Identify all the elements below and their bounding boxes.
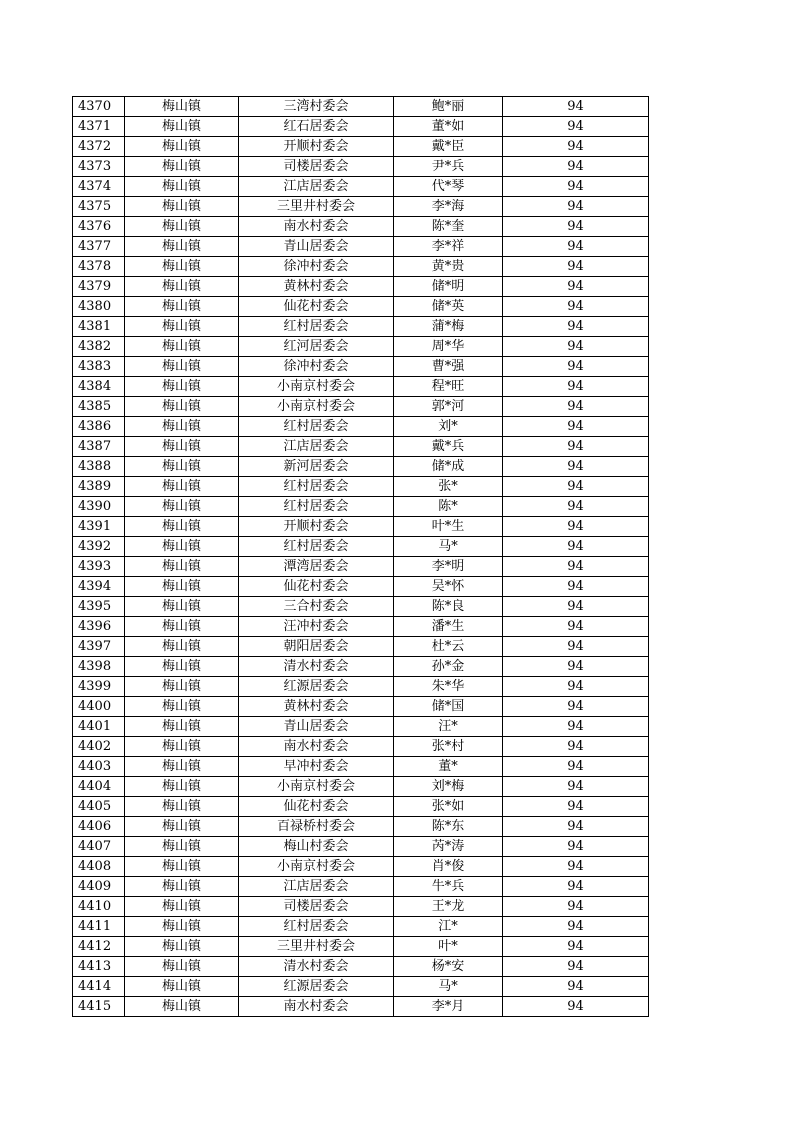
name-cell: 潘*生	[394, 617, 503, 637]
committee-cell: 红源居委会	[239, 977, 394, 997]
name-cell: 江*	[394, 917, 503, 937]
committee-cell: 江店居委会	[239, 437, 394, 457]
town-cell: 梅山镇	[125, 677, 239, 697]
value-cell: 94	[503, 397, 649, 417]
town-cell: 梅山镇	[125, 917, 239, 937]
table-row	[73, 917, 649, 937]
name-cell: 叶*生	[394, 517, 503, 537]
town-cell: 梅山镇	[125, 797, 239, 817]
value-cell: 94	[503, 557, 649, 577]
row-number-cell: 4404	[73, 777, 125, 797]
value-cell: 94	[503, 97, 649, 117]
value-cell: 94	[503, 417, 649, 437]
table-row	[73, 477, 649, 497]
committee-cell: 三湾村委会	[239, 97, 394, 117]
committee-cell: 梅山村委会	[239, 837, 394, 857]
town-cell: 梅山镇	[125, 217, 239, 237]
town-cell: 梅山镇	[125, 757, 239, 777]
value-cell: 94	[503, 597, 649, 617]
committee-cell: 南水村委会	[239, 737, 394, 757]
town-cell: 梅山镇	[125, 557, 239, 577]
table-row	[73, 897, 649, 917]
name-cell: 周*华	[394, 337, 503, 357]
name-cell: 汪*	[394, 717, 503, 737]
table-row	[73, 417, 649, 437]
town-cell: 梅山镇	[125, 497, 239, 517]
value-cell: 94	[503, 197, 649, 217]
row-number-cell: 4379	[73, 277, 125, 297]
name-cell: 储*英	[394, 297, 503, 317]
table-row	[73, 997, 649, 1017]
row-number-cell: 4390	[73, 497, 125, 517]
table-row	[73, 257, 649, 277]
committee-cell: 徐冲村委会	[239, 257, 394, 277]
committee-cell: 早冲村委会	[239, 757, 394, 777]
town-cell: 梅山镇	[125, 877, 239, 897]
row-number-cell: 4381	[73, 317, 125, 337]
table-row	[73, 377, 649, 397]
name-cell: 张*村	[394, 737, 503, 757]
name-cell: 李*海	[394, 197, 503, 217]
value-cell: 94	[503, 457, 649, 477]
committee-cell: 红石居委会	[239, 117, 394, 137]
row-number-cell: 4413	[73, 957, 125, 977]
row-number-cell: 4392	[73, 537, 125, 557]
table-row	[73, 797, 649, 817]
table-row	[73, 457, 649, 477]
committee-cell: 江店居委会	[239, 177, 394, 197]
row-number-cell: 4412	[73, 937, 125, 957]
value-cell: 94	[503, 797, 649, 817]
committee-cell: 青山居委会	[239, 717, 394, 737]
committee-cell: 江店居委会	[239, 877, 394, 897]
town-cell: 梅山镇	[125, 517, 239, 537]
table-row	[73, 517, 649, 537]
name-cell: 陈*良	[394, 597, 503, 617]
row-number-cell: 4397	[73, 637, 125, 657]
value-cell: 94	[503, 717, 649, 737]
town-cell: 梅山镇	[125, 977, 239, 997]
table-row	[73, 437, 649, 457]
table-row	[73, 357, 649, 377]
value-cell: 94	[503, 437, 649, 457]
table-row	[73, 177, 649, 197]
value-cell: 94	[503, 977, 649, 997]
row-number-cell: 4373	[73, 157, 125, 177]
value-cell: 94	[503, 277, 649, 297]
town-cell: 梅山镇	[125, 657, 239, 677]
value-cell: 94	[503, 537, 649, 557]
value-cell: 94	[503, 997, 649, 1017]
row-number-cell: 4400	[73, 697, 125, 717]
value-cell: 94	[503, 317, 649, 337]
value-cell: 94	[503, 757, 649, 777]
town-cell: 梅山镇	[125, 897, 239, 917]
table-row	[73, 737, 649, 757]
table-row	[73, 197, 649, 217]
name-cell: 戴*臣	[394, 137, 503, 157]
committee-cell: 司楼居委会	[239, 157, 394, 177]
row-number-cell: 4410	[73, 897, 125, 917]
committee-cell: 红村居委会	[239, 477, 394, 497]
town-cell: 梅山镇	[125, 397, 239, 417]
row-number-cell: 4378	[73, 257, 125, 277]
data-table	[72, 96, 649, 1017]
town-cell: 梅山镇	[125, 377, 239, 397]
town-cell: 梅山镇	[125, 577, 239, 597]
table-row	[73, 877, 649, 897]
row-number-cell: 4374	[73, 177, 125, 197]
value-cell: 94	[503, 957, 649, 977]
committee-cell: 三里井村委会	[239, 937, 394, 957]
committee-cell: 朝阳居委会	[239, 637, 394, 657]
table-row	[73, 237, 649, 257]
row-number-cell: 4402	[73, 737, 125, 757]
name-cell: 尹*兵	[394, 157, 503, 177]
committee-cell: 黄林村委会	[239, 697, 394, 717]
row-number-cell: 4407	[73, 837, 125, 857]
committee-cell: 红河居委会	[239, 337, 394, 357]
committee-cell: 清水村委会	[239, 657, 394, 677]
table-row	[73, 337, 649, 357]
table-row	[73, 217, 649, 237]
value-cell: 94	[503, 477, 649, 497]
name-cell: 刘*梅	[394, 777, 503, 797]
town-cell: 梅山镇	[125, 817, 239, 837]
table-row	[73, 957, 649, 977]
table-row	[73, 117, 649, 137]
name-cell: 王*龙	[394, 897, 503, 917]
value-cell: 94	[503, 377, 649, 397]
town-cell: 梅山镇	[125, 177, 239, 197]
value-cell: 94	[503, 857, 649, 877]
name-cell: 肖*俊	[394, 857, 503, 877]
table-row	[73, 577, 649, 597]
town-cell: 梅山镇	[125, 317, 239, 337]
committee-cell: 红村居委会	[239, 417, 394, 437]
committee-cell: 红村居委会	[239, 917, 394, 937]
name-cell: 朱*华	[394, 677, 503, 697]
table-row	[73, 97, 649, 117]
town-cell: 梅山镇	[125, 337, 239, 357]
name-cell: 董*	[394, 757, 503, 777]
committee-cell: 徐冲村委会	[239, 357, 394, 377]
table-body	[73, 97, 649, 1017]
value-cell: 94	[503, 517, 649, 537]
table-row	[73, 837, 649, 857]
town-cell: 梅山镇	[125, 957, 239, 977]
name-cell: 储*明	[394, 277, 503, 297]
name-cell: 杜*云	[394, 637, 503, 657]
row-number-cell: 4411	[73, 917, 125, 937]
town-cell: 梅山镇	[125, 137, 239, 157]
value-cell: 94	[503, 777, 649, 797]
town-cell: 梅山镇	[125, 537, 239, 557]
town-cell: 梅山镇	[125, 97, 239, 117]
committee-cell: 汪冲村委会	[239, 617, 394, 637]
row-number-cell: 4394	[73, 577, 125, 597]
name-cell: 陈*	[394, 497, 503, 517]
row-number-cell: 4384	[73, 377, 125, 397]
table-row	[73, 657, 649, 677]
name-cell: 黄*贵	[394, 257, 503, 277]
value-cell: 94	[503, 337, 649, 357]
table-row	[73, 397, 649, 417]
name-cell: 马*	[394, 537, 503, 557]
value-cell: 94	[503, 217, 649, 237]
value-cell: 94	[503, 657, 649, 677]
name-cell: 陈*奎	[394, 217, 503, 237]
town-cell: 梅山镇	[125, 457, 239, 477]
value-cell: 94	[503, 357, 649, 377]
committee-cell: 新河居委会	[239, 457, 394, 477]
row-number-cell: 4399	[73, 677, 125, 697]
table-row	[73, 717, 649, 737]
committee-cell: 红村居委会	[239, 317, 394, 337]
committee-cell: 开顺村委会	[239, 137, 394, 157]
table-row	[73, 157, 649, 177]
value-cell: 94	[503, 137, 649, 157]
town-cell: 梅山镇	[125, 697, 239, 717]
town-cell: 梅山镇	[125, 857, 239, 877]
row-number-cell: 4406	[73, 817, 125, 837]
row-number-cell: 4387	[73, 437, 125, 457]
name-cell: 李*明	[394, 557, 503, 577]
row-number-cell: 4385	[73, 397, 125, 417]
name-cell: 张*	[394, 477, 503, 497]
value-cell: 94	[503, 697, 649, 717]
committee-cell: 小南京村委会	[239, 397, 394, 417]
name-cell: 杨*安	[394, 957, 503, 977]
table-row	[73, 597, 649, 617]
row-number-cell: 4389	[73, 477, 125, 497]
committee-cell: 开顺村委会	[239, 517, 394, 537]
table-row	[73, 137, 649, 157]
value-cell: 94	[503, 737, 649, 757]
town-cell: 梅山镇	[125, 117, 239, 137]
name-cell: 程*旺	[394, 377, 503, 397]
name-cell: 储*成	[394, 457, 503, 477]
town-cell: 梅山镇	[125, 417, 239, 437]
table-row	[73, 317, 649, 337]
value-cell: 94	[503, 117, 649, 137]
row-number-cell: 4393	[73, 557, 125, 577]
town-cell: 梅山镇	[125, 597, 239, 617]
name-cell: 陈*东	[394, 817, 503, 837]
name-cell: 戴*兵	[394, 437, 503, 457]
row-number-cell: 4391	[73, 517, 125, 537]
town-cell: 梅山镇	[125, 157, 239, 177]
committee-cell: 黄林村委会	[239, 277, 394, 297]
row-number-cell: 4409	[73, 877, 125, 897]
row-number-cell: 4371	[73, 117, 125, 137]
town-cell: 梅山镇	[125, 737, 239, 757]
committee-cell: 仙花村委会	[239, 797, 394, 817]
value-cell: 94	[503, 177, 649, 197]
value-cell: 94	[503, 497, 649, 517]
table-row	[73, 537, 649, 557]
name-cell: 马*	[394, 977, 503, 997]
committee-cell: 红村居委会	[239, 497, 394, 517]
table-row	[73, 617, 649, 637]
table-row	[73, 777, 649, 797]
value-cell: 94	[503, 837, 649, 857]
town-cell: 梅山镇	[125, 637, 239, 657]
name-cell: 芮*涛	[394, 837, 503, 857]
row-number-cell: 4396	[73, 617, 125, 637]
row-number-cell: 4370	[73, 97, 125, 117]
table-row	[73, 497, 649, 517]
row-number-cell: 4414	[73, 977, 125, 997]
row-number-cell: 4375	[73, 197, 125, 217]
value-cell: 94	[503, 677, 649, 697]
value-cell: 94	[503, 297, 649, 317]
name-cell: 刘*	[394, 417, 503, 437]
name-cell: 张*如	[394, 797, 503, 817]
value-cell: 94	[503, 157, 649, 177]
town-cell: 梅山镇	[125, 717, 239, 737]
town-cell: 梅山镇	[125, 777, 239, 797]
committee-cell: 小南京村委会	[239, 857, 394, 877]
row-number-cell: 4377	[73, 237, 125, 257]
table-row	[73, 637, 649, 657]
table-row	[73, 937, 649, 957]
name-cell: 代*琴	[394, 177, 503, 197]
name-cell: 李*祥	[394, 237, 503, 257]
committee-cell: 红村居委会	[239, 537, 394, 557]
value-cell: 94	[503, 237, 649, 257]
committee-cell: 三里井村委会	[239, 197, 394, 217]
committee-cell: 南水村委会	[239, 217, 394, 237]
row-number-cell: 4403	[73, 757, 125, 777]
committee-cell: 仙花村委会	[239, 297, 394, 317]
table-row	[73, 757, 649, 777]
value-cell: 94	[503, 937, 649, 957]
value-cell: 94	[503, 817, 649, 837]
value-cell: 94	[503, 897, 649, 917]
row-number-cell: 4386	[73, 417, 125, 437]
committee-cell: 南水村委会	[239, 997, 394, 1017]
committee-cell: 小南京村委会	[239, 377, 394, 397]
row-number-cell: 4395	[73, 597, 125, 617]
town-cell: 梅山镇	[125, 237, 239, 257]
table-row	[73, 977, 649, 997]
committee-cell: 司楼居委会	[239, 897, 394, 917]
table-row	[73, 277, 649, 297]
value-cell: 94	[503, 917, 649, 937]
row-number-cell: 4383	[73, 357, 125, 377]
row-number-cell: 4401	[73, 717, 125, 737]
name-cell: 牛*兵	[394, 877, 503, 897]
committee-cell: 百禄桥村委会	[239, 817, 394, 837]
name-cell: 孙*金	[394, 657, 503, 677]
row-number-cell: 4415	[73, 997, 125, 1017]
town-cell: 梅山镇	[125, 437, 239, 457]
name-cell: 郭*河	[394, 397, 503, 417]
table-row	[73, 697, 649, 717]
town-cell: 梅山镇	[125, 197, 239, 217]
committee-cell: 清水村委会	[239, 957, 394, 977]
table-row	[73, 857, 649, 877]
value-cell: 94	[503, 617, 649, 637]
row-number-cell: 4408	[73, 857, 125, 877]
row-number-cell: 4398	[73, 657, 125, 677]
name-cell: 储*国	[394, 697, 503, 717]
row-number-cell: 4372	[73, 137, 125, 157]
town-cell: 梅山镇	[125, 837, 239, 857]
town-cell: 梅山镇	[125, 297, 239, 317]
committee-cell: 红源居委会	[239, 677, 394, 697]
value-cell: 94	[503, 637, 649, 657]
committee-cell: 青山居委会	[239, 237, 394, 257]
name-cell: 李*月	[394, 997, 503, 1017]
value-cell: 94	[503, 257, 649, 277]
committee-cell: 小南京村委会	[239, 777, 394, 797]
committee-cell: 三合村委会	[239, 597, 394, 617]
row-number-cell: 4376	[73, 217, 125, 237]
row-number-cell: 4388	[73, 457, 125, 477]
row-number-cell: 4380	[73, 297, 125, 317]
table-row	[73, 677, 649, 697]
name-cell: 曹*强	[394, 357, 503, 377]
committee-cell: 仙花村委会	[239, 577, 394, 597]
name-cell: 董*如	[394, 117, 503, 137]
committee-cell: 潭湾居委会	[239, 557, 394, 577]
town-cell: 梅山镇	[125, 937, 239, 957]
table-row	[73, 297, 649, 317]
table-row	[73, 817, 649, 837]
town-cell: 梅山镇	[125, 277, 239, 297]
town-cell: 梅山镇	[125, 617, 239, 637]
row-number-cell: 4405	[73, 797, 125, 817]
town-cell: 梅山镇	[125, 257, 239, 277]
name-cell: 叶*	[394, 937, 503, 957]
town-cell: 梅山镇	[125, 997, 239, 1017]
value-cell: 94	[503, 577, 649, 597]
name-cell: 吴*怀	[394, 577, 503, 597]
name-cell: 蒲*梅	[394, 317, 503, 337]
row-number-cell: 4382	[73, 337, 125, 357]
town-cell: 梅山镇	[125, 357, 239, 377]
table-row	[73, 557, 649, 577]
value-cell: 94	[503, 877, 649, 897]
name-cell: 鲍*丽	[394, 97, 503, 117]
town-cell: 梅山镇	[125, 477, 239, 497]
